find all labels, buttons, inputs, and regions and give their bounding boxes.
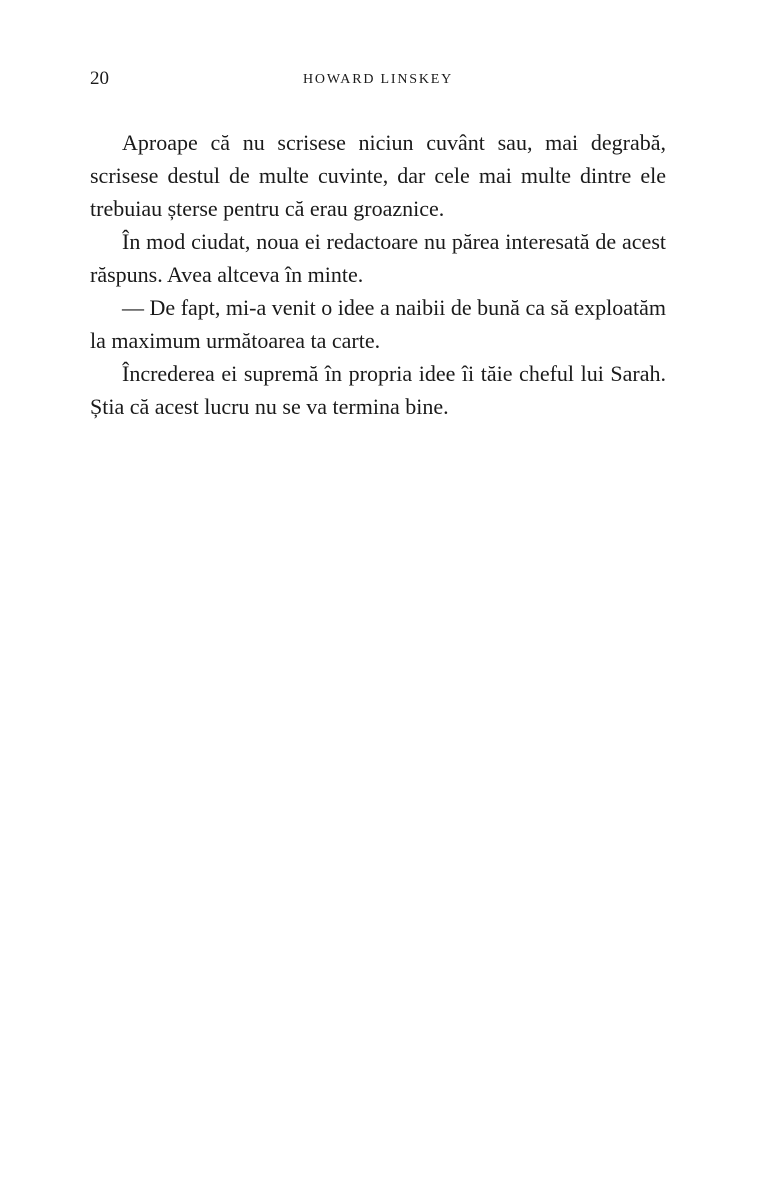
running-head-author: HOWARD LINSKEY	[303, 72, 454, 87]
paragraph: În mod ciudat, noua ei redactoare nu părea interesată de acest răspuns. Avea altceva în minte.	[90, 229, 666, 287]
paragraph: Aproape că nu scrisese niciun cuvânt sau, mai degrabă, scrisese destul de multe cuvinte, dar cele mai multe dintre ele trebuiau șterse pentru că erau groaznice.	[90, 130, 666, 221]
body-text	[90, 126, 666, 423]
paragraph: — De fapt, mi-a venit o idee a naibii de bună ca să exploatăm la maximum următoarea ta carte.	[90, 295, 666, 353]
paragraph: Încrederea ei supremă în propria idee îi tăie cheful lui Sarah. Știa că acest lucru nu se va termina bine.	[90, 361, 666, 419]
running-head	[90, 62, 666, 92]
page-number: 20	[90, 68, 109, 89]
